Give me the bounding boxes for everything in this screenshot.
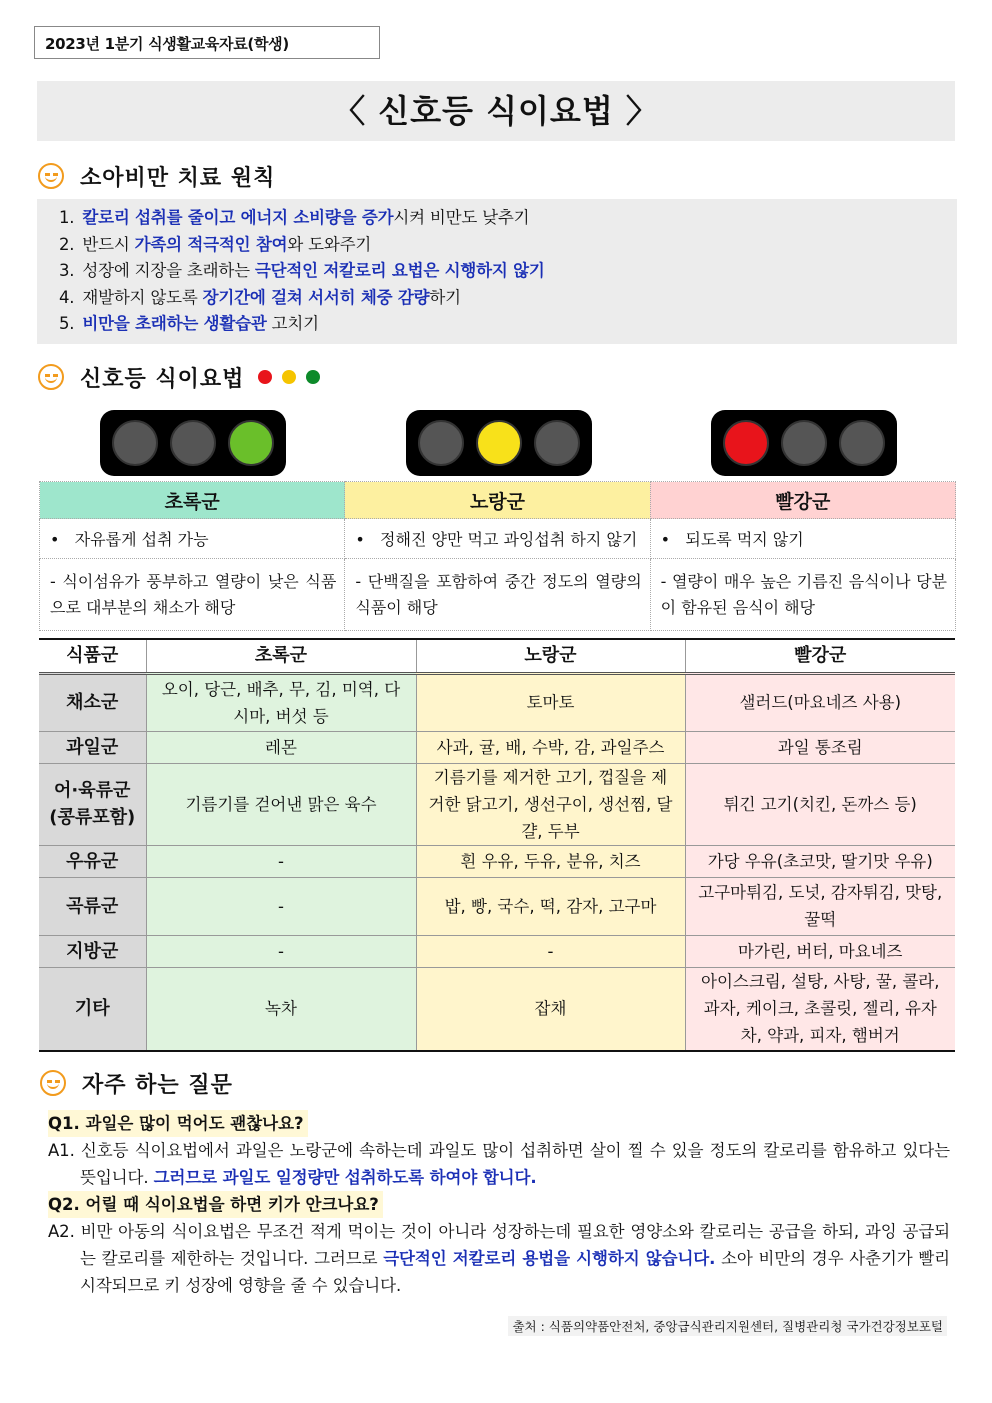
bulb-off-icon bbox=[534, 420, 580, 466]
section-title: 신호등 식이요법 bbox=[80, 366, 245, 392]
food-cell-red: 튀긴 고기(치킨, 돈까스 등) bbox=[685, 763, 955, 845]
food-cell-yellow: 사과, 귤, 배, 수박, 감, 과일주스 bbox=[416, 731, 685, 763]
faq-answer bbox=[48, 1137, 950, 1191]
food-cell-yellow: 흰 우유, 두유, 분유, 치즈 bbox=[416, 845, 685, 877]
table-row bbox=[39, 935, 955, 967]
principle-number: 4. bbox=[59, 287, 75, 307]
food-cell-yellow: 잡채 bbox=[416, 967, 685, 1051]
food-cell-red: 아이스크림, 설탕, 사탕, 꿀, 콜라, 과자, 케이크, 초콜릿, 젤리, 유자차, 약과, 피자, 햄버거 bbox=[685, 967, 955, 1051]
food-category: 지방군 bbox=[39, 935, 146, 967]
principle-highlight: 칼로리 섭취를 줄이고 에너지 소비량을 증가 bbox=[82, 208, 394, 227]
food-cell-green: 녹차 bbox=[146, 967, 416, 1051]
food-cell-green: - bbox=[146, 877, 416, 935]
table-row bbox=[39, 967, 955, 1051]
food-cell-green: - bbox=[146, 935, 416, 967]
food-cell-red: 마가린, 버터, 마요네즈 bbox=[685, 935, 955, 967]
principle-item bbox=[59, 311, 957, 338]
principle-highlight: 장기간에 걸쳐 서서히 체중 감량 bbox=[202, 287, 430, 307]
doc-tag: 2023년 1분기 식생활교육자료(학생) bbox=[34, 26, 380, 59]
food-cell-yellow: - bbox=[416, 935, 685, 967]
page-title: 〈 신호등 식이요법 〉 bbox=[37, 81, 955, 141]
bulb-off-icon bbox=[781, 420, 827, 466]
smiley-icon bbox=[38, 163, 64, 189]
food-cell-green: - bbox=[146, 845, 416, 877]
table-row bbox=[39, 845, 955, 877]
food-category: 어·육류군 (콩류포함) bbox=[39, 763, 146, 845]
section-traffic-header bbox=[38, 361, 320, 393]
color-dot-icon bbox=[282, 370, 296, 384]
group-compare-table bbox=[39, 481, 956, 631]
col-header: 초록군 bbox=[146, 639, 416, 673]
color-dot-icon bbox=[258, 370, 272, 384]
group-desc-red: - 열량이 매우 높은 기름진 음식이나 당분이 함유된 음식이 해당 bbox=[650, 559, 955, 631]
principle-item bbox=[59, 258, 957, 285]
food-cell-red: 과일 통조림 bbox=[685, 731, 955, 763]
food-category: 기타 bbox=[39, 967, 146, 1051]
bulb-red-icon bbox=[723, 420, 769, 466]
principle-number: 2. bbox=[59, 234, 75, 254]
table-row bbox=[39, 763, 955, 845]
table-row bbox=[39, 673, 955, 731]
table-row bbox=[39, 731, 955, 763]
answer-text: A2. 비만 아동의 식이요법은 무조건 적게 먹이는 것이 아니라 성장하는데 필요한 영양소와 칼로리는 공급을 하되, 과잉 공급되는 칼로리를 제한하는 것입니다. 그러므로 bbox=[48, 1222, 950, 1268]
food-cell-red: 고구마튀김, 도넛, 감자튀김, 맛탕, 꿀떡 bbox=[685, 877, 955, 935]
source-note: 출처 : 식품의약품안전처, 중앙급식관리지원센터, 질병관리청 국가건강정보포털 bbox=[508, 1316, 947, 1336]
group-desc-green: - 식이섬유가 풍부하고 열량이 낮은 식품으로 대부분의 채소가 해당 bbox=[40, 559, 345, 631]
principles-list bbox=[37, 199, 957, 344]
bulb-off-icon bbox=[839, 420, 885, 466]
principle-text: 재발하지 않도록 bbox=[82, 287, 203, 307]
principle-text: 성장에 지장을 초래하는 bbox=[82, 261, 255, 280]
traffic-light-yellow bbox=[406, 410, 592, 476]
rule-text: 되도록 먹지 않기 bbox=[685, 530, 804, 549]
food-cell-yellow: 토마토 bbox=[416, 673, 685, 731]
principle-text: 하기 bbox=[429, 287, 461, 307]
group-rule-green: • 자유롭게 섭취 가능 bbox=[40, 519, 345, 559]
section-principles-header bbox=[38, 160, 275, 192]
section-title: 소아비만 치료 원칙 bbox=[80, 165, 276, 191]
principle-text: 고치기 bbox=[266, 314, 319, 333]
food-cell-yellow: 밥, 빵, 국수, 떡, 감자, 고구마 bbox=[416, 877, 685, 935]
group-desc-yellow: - 단백질을 포함하여 중간 정도의 열량의 식품이 해당 bbox=[345, 559, 650, 631]
food-cell-green: 레몬 bbox=[146, 731, 416, 763]
answer-highlight: 그러므로 과일도 일정량만 섭취하도록 하여야 합니다. bbox=[153, 1168, 537, 1187]
col-header: 노랑군 bbox=[416, 639, 685, 673]
answer-text: 소아 비만의 경우 사춘기가 빨리 시작되므로 키 성장에 영향을 줄 수 있습니다. bbox=[80, 1249, 950, 1295]
bulb-off-icon bbox=[418, 420, 464, 466]
col-header: 식품군 bbox=[39, 639, 146, 673]
principle-highlight: 비만을 초래하는 생활습관 bbox=[82, 314, 267, 333]
group-rule-yellow: • 정해진 양만 먹고 과잉섭취 하지 않기 bbox=[345, 519, 650, 559]
bulb-off-icon bbox=[170, 420, 216, 466]
principle-number: 5. bbox=[59, 314, 75, 333]
answer-highlight: 극단적인 저칼로리 용법을 시행하지 않습니다. bbox=[383, 1249, 716, 1268]
col-header: 빨강군 bbox=[685, 639, 955, 673]
food-cell-yellow: 기름기를 제거한 고기, 껍질을 제거한 닭고기, 생선구이, 생선찜, 달걀, 두부 bbox=[416, 763, 685, 845]
faq bbox=[48, 1110, 950, 1299]
food-category: 우유군 bbox=[39, 845, 146, 877]
food-cell-red: 가당 우유(초코맛, 딸기맛 우유) bbox=[685, 845, 955, 877]
food-group-table bbox=[39, 638, 955, 1052]
principle-highlight: 극단적인 저칼로리 요법은 시행하지 않기 bbox=[254, 261, 545, 280]
food-cell-red: 샐러드(마요네즈 사용) bbox=[685, 673, 955, 731]
group-header-red: 빨강군 bbox=[650, 482, 955, 519]
principle-item bbox=[59, 232, 957, 259]
principle-item bbox=[59, 285, 957, 312]
color-dot-icon bbox=[306, 370, 320, 384]
group-header-yellow: 노랑군 bbox=[345, 482, 650, 519]
food-cell-green: 오이, 당근, 배추, 무, 김, 미역, 다시마, 버섯 등 bbox=[146, 673, 416, 731]
group-header-green: 초록군 bbox=[40, 482, 345, 519]
bulb-green-icon bbox=[228, 420, 274, 466]
faq-answer bbox=[48, 1218, 950, 1299]
table-row bbox=[39, 877, 955, 935]
principle-number: 3. bbox=[59, 261, 75, 280]
answer-text: A1. 신호등 식이요법에서 과일은 노랑군에 속하는데 과일도 많이 섭취하면 살이 찔 수 있을 정도의 칼로리를 함유하고 있다는 뜻입니다. bbox=[48, 1141, 950, 1187]
smiley-icon bbox=[40, 1070, 66, 1096]
principle-text: 시켜 비만도 낮추기 bbox=[393, 208, 530, 227]
traffic-dots bbox=[258, 370, 320, 384]
bulb-yellow-icon bbox=[476, 420, 522, 466]
rule-text: 정해진 양만 먹고 과잉섭취 하지 않기 bbox=[380, 530, 638, 549]
food-category: 채소군 bbox=[39, 673, 146, 731]
bulb-off-icon bbox=[112, 420, 158, 466]
faq-question: Q1. 과일은 많이 먹어도 괜찮나요? bbox=[48, 1110, 308, 1137]
principle-number: 1. bbox=[59, 208, 75, 227]
food-category: 곡류군 bbox=[39, 877, 146, 935]
principle-text: 반드시 bbox=[82, 234, 135, 254]
food-category: 과일군 bbox=[39, 731, 146, 763]
faq-question: Q2. 어릴 때 식이요법을 하면 키가 안크나요? bbox=[48, 1191, 383, 1218]
principle-text: 와 도와주기 bbox=[287, 234, 372, 254]
group-rule-red: • 되도록 먹지 않기 bbox=[650, 519, 955, 559]
section-faq-header bbox=[40, 1067, 233, 1099]
principle-item bbox=[59, 205, 957, 232]
section-title: 자주 하는 질문 bbox=[82, 1072, 233, 1098]
rule-text: 자유롭게 섭취 가능 bbox=[74, 530, 209, 549]
traffic-light-green bbox=[100, 410, 286, 476]
traffic-light-red bbox=[711, 410, 897, 476]
principle-highlight: 가족의 적극적인 참여 bbox=[134, 234, 288, 254]
smiley-icon bbox=[38, 364, 64, 390]
food-cell-green: 기름기를 걷어낸 맑은 육수 bbox=[146, 763, 416, 845]
